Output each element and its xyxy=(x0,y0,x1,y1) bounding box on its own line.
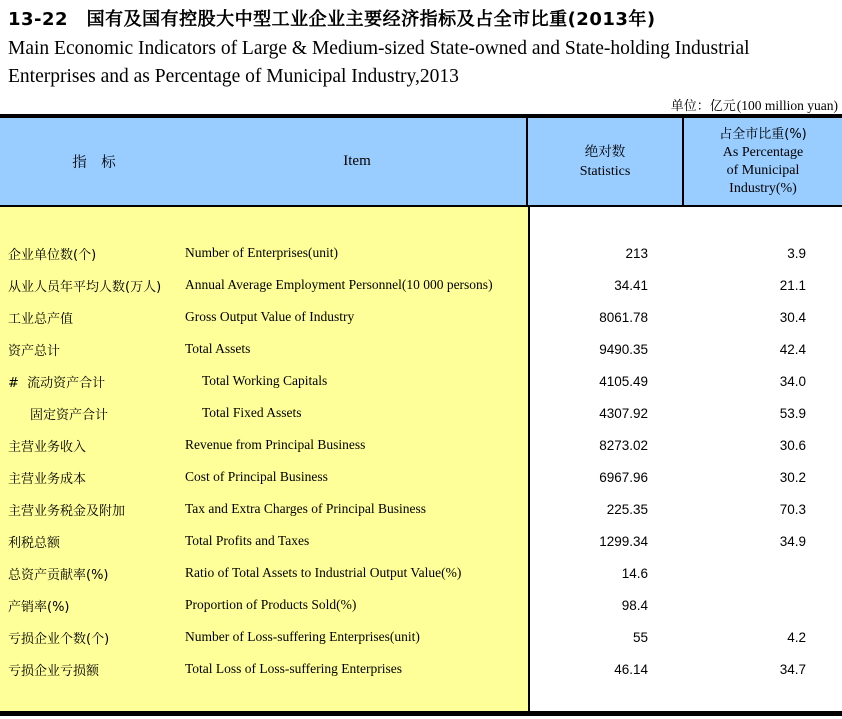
row-percentage-value: 30.4 xyxy=(779,309,806,325)
row-statistics-value: 55 xyxy=(632,629,648,645)
header-indicator-zh: 指 标 xyxy=(72,155,116,171)
row-statistics-value: 4307.92 xyxy=(599,405,648,421)
table-row xyxy=(0,301,842,333)
row-percentage-value: 34.0 xyxy=(779,373,806,389)
table-row xyxy=(0,397,842,429)
row-percentage-value: 4.2 xyxy=(787,629,806,645)
row-percentage-value: 34.9 xyxy=(779,533,806,549)
table-row xyxy=(0,493,842,525)
table-row xyxy=(0,237,842,269)
row-label-zh: 产销率(%) xyxy=(8,599,70,615)
row-label-en: Total Loss of Loss-suffering Enterprises xyxy=(185,661,403,676)
row-label-zh: 主营业务税金及附加 xyxy=(8,503,126,519)
unit-note-en: (100 million yuan) xyxy=(736,98,838,113)
row-label-en: Total Fixed Assets xyxy=(202,405,302,420)
row-statistics-value: 225.35 xyxy=(606,501,648,517)
row-label-zh: 工业总产值 xyxy=(8,311,74,327)
column-divider xyxy=(528,207,530,711)
row-label-en: Total Assets xyxy=(185,341,251,356)
header-indicator-en: Item xyxy=(343,153,371,169)
row-label-en: Number of Loss-suffering Enterprises(unit) xyxy=(185,629,420,644)
row-percentage-value: 30.2 xyxy=(779,469,806,485)
header-cell-indicator xyxy=(0,118,528,205)
row-percentage-value: 21.1 xyxy=(779,277,806,293)
row-label-zh: 利税总额 xyxy=(8,535,61,551)
header-cell-percentage xyxy=(684,118,842,205)
row-label-zh: 主营业务成本 xyxy=(8,471,87,487)
row-statistics-value: 98.4 xyxy=(621,597,648,613)
table-row xyxy=(0,269,842,301)
table-row xyxy=(0,365,842,397)
table-row xyxy=(0,557,842,589)
table-row xyxy=(0,461,842,493)
table-row xyxy=(0,621,842,653)
row-label-en: Proportion of Products Sold(%) xyxy=(185,597,357,612)
row-statistics-value: 1299.34 xyxy=(599,533,648,549)
page-title-en-line1: Main Economic Indicators of Large & Medium-sized State-owned and State-holding Industrial xyxy=(8,38,750,59)
row-label-en: Total Working Capitals xyxy=(202,373,328,388)
row-label-en: Number of Enterprises(unit) xyxy=(185,245,338,260)
page-title-zh: 13-22 国有及国有控股大中型工业企业主要经济指标及占全市比重(2013年) xyxy=(8,9,656,30)
table-row xyxy=(0,653,842,685)
unit-note-zh: 单位：亿元 xyxy=(670,99,736,114)
header-percentage-en-line2: of Municipal xyxy=(726,162,800,178)
table-body xyxy=(0,207,842,711)
row-statistics-value: 213 xyxy=(625,245,648,261)
row-label-zh: 主营业务收入 xyxy=(8,439,87,455)
row-label-zh: 亏损企业个数(个) xyxy=(8,631,110,647)
page-title-en-line2: Enterprises and as Percentage of Municipal Industry,2013 xyxy=(8,66,459,87)
table-header xyxy=(0,118,842,207)
row-label-zh: 固定资产合计 xyxy=(30,407,109,423)
row-label-zh: 资产总计 xyxy=(8,343,61,359)
header-statistics-zh: 绝对数 xyxy=(584,143,626,160)
row-label-en: Cost of Principal Business xyxy=(185,469,328,484)
header-statistics-en: Statistics xyxy=(579,163,631,179)
row-label-en: Annual Average Employment Personnel(10 000 persons) xyxy=(185,277,493,292)
row-statistics-value: 8273.02 xyxy=(599,437,648,453)
row-label-en: Total Profits and Taxes xyxy=(185,533,310,548)
row-label-en: Ratio of Total Assets to Industrial Output Value(%) xyxy=(185,565,462,580)
header-cell-statistics xyxy=(528,118,684,205)
header-percentage-zh: 占全市比重(%) xyxy=(719,126,807,142)
row-statistics-value: 8061.78 xyxy=(599,309,648,325)
row-percentage-value: 30.6 xyxy=(779,437,806,453)
table-row xyxy=(0,333,842,365)
row-statistics-value: 9490.35 xyxy=(599,341,648,357)
table-row xyxy=(0,429,842,461)
row-label-zh: 从业人员年平均人数(万人) xyxy=(8,279,162,295)
row-label-en: Gross Output Value of Industry xyxy=(185,309,355,324)
unit-note xyxy=(0,91,842,114)
row-label-zh: # 流动资产合计 xyxy=(8,375,106,391)
row-statistics-value: 14.6 xyxy=(621,565,648,581)
row-label-en: Tax and Extra Charges of Principal Business xyxy=(185,501,427,516)
row-percentage-value: 70.3 xyxy=(779,501,806,517)
indicators-table xyxy=(0,114,842,716)
row-percentage-value: 34.7 xyxy=(779,661,806,677)
row-statistics-value: 6967.96 xyxy=(599,469,648,485)
row-label-zh: 总资产贡献率(%) xyxy=(8,567,109,583)
row-label-zh: 亏损企业亏损额 xyxy=(8,663,100,679)
row-percentage-value: 53.9 xyxy=(779,405,806,421)
row-percentage-value: 3.9 xyxy=(787,245,806,261)
row-statistics-value: 34.41 xyxy=(614,277,648,293)
row-statistics-value: 4105.49 xyxy=(599,373,648,389)
table-row xyxy=(0,525,842,557)
row-percentage-value: 42.4 xyxy=(779,341,806,357)
row-label-en: Revenue from Principal Business xyxy=(185,437,366,452)
row-label-zh: 企业单位数(个) xyxy=(8,247,97,263)
table-row xyxy=(0,589,842,621)
row-statistics-value: 46.14 xyxy=(614,661,648,677)
header-percentage-en-line3: Industry(%) xyxy=(729,180,797,196)
header-percentage-en-line1: As Percentage xyxy=(722,144,804,160)
page-title-en xyxy=(8,35,842,91)
